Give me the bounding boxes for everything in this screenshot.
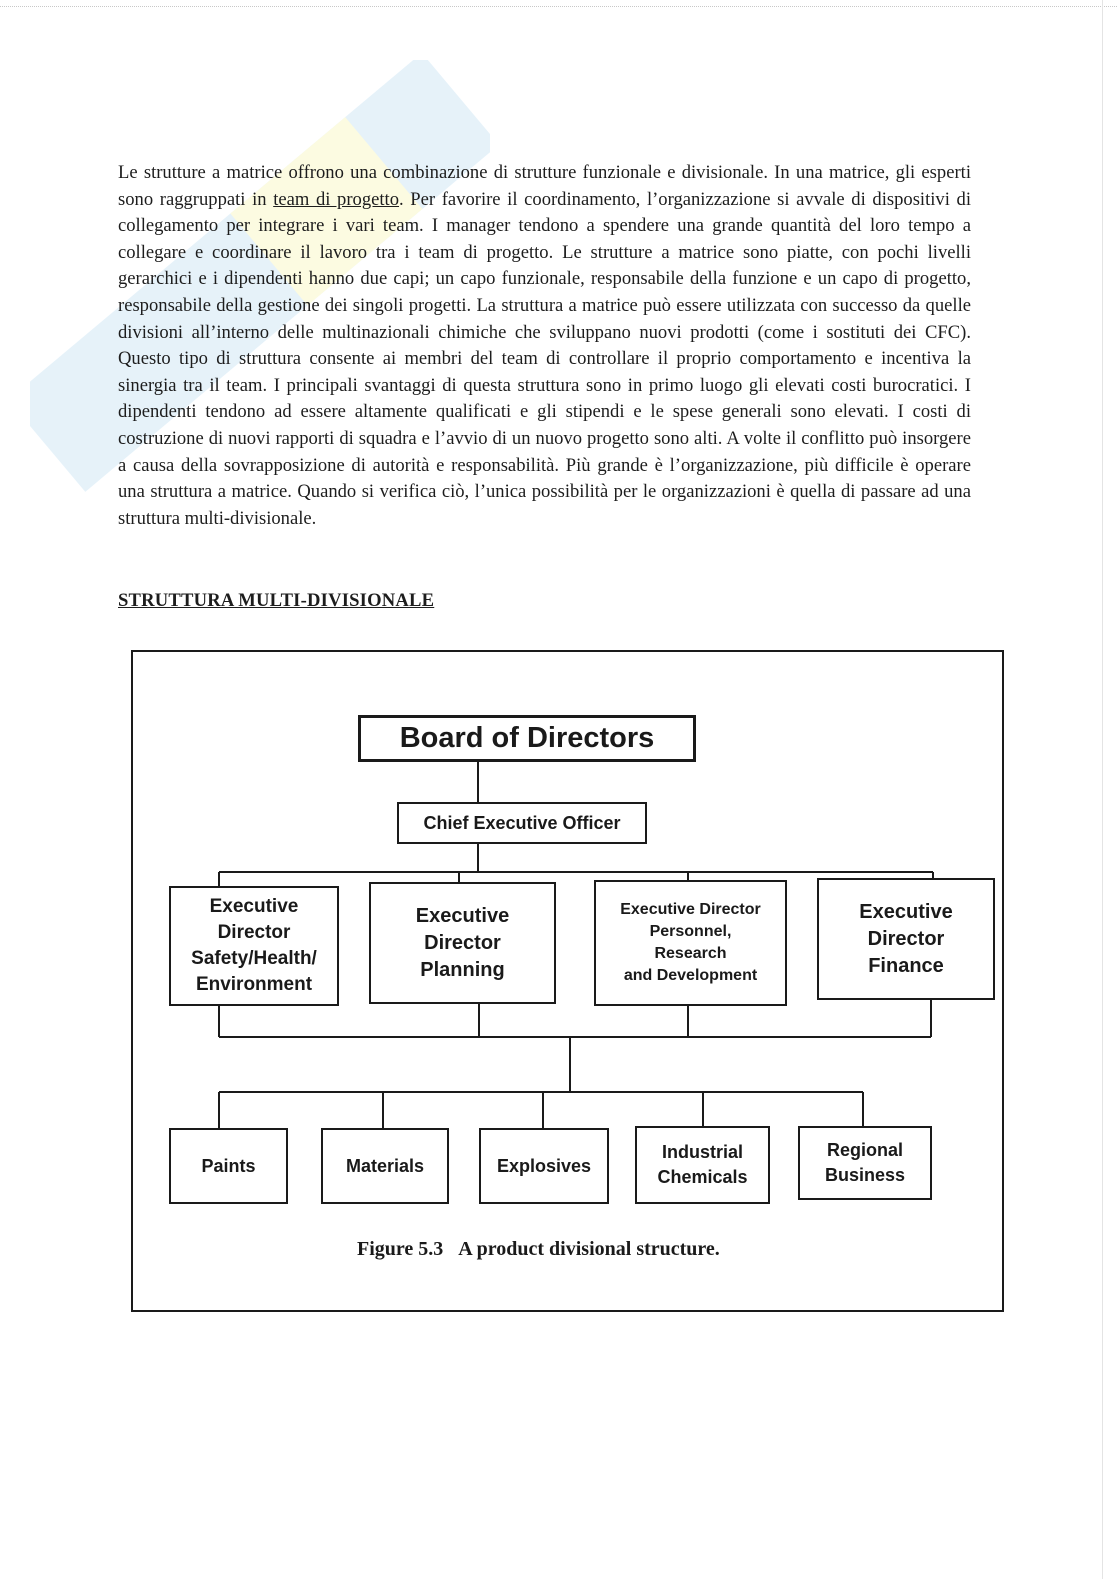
scan-right-edge	[1102, 0, 1103, 1579]
executive-box-finance	[817, 878, 995, 1000]
board-label: Board of Directors	[399, 722, 655, 754]
division-label-explosives: Explosives	[496, 1155, 592, 1176]
paragraph-text-part2: . Per favorire il coordinamento, l’organizzazione si avvale di dispositivi di collegamento per integrare i vari team. I manager tendono a spendere una grande quantità del loro tempo a collegare e coordinare il lavoro tra i team di progetto. Le strutture a matrice sono piatte, con pochi livelli gerarchici e i dipendenti hanno due capi; un capo funzionale, responsabile della funzione e un capo di progetto, responsabile della gestione dei singoli progetti. La struttura a matrice può essere utilizzata con successo da quelle divisioni all’interno delle multinazionali chimiche che sviluppano nuovi prodotti (come i sostituti dei CFC). Questo tipo di struttura consente ai membri del team di controllare il proprio comportamento e incentiva la sinergia tra il team. I principali svantaggi di questa struttura sono in primo luogo gli elevati costi burocratici. I dipendenti tendono ad essere altamente qualificati e gli stipendi e le spese generali sono elevati. I costi di costruzione di nuovi rapporti di squadra e l’avvio di un nuovo progetto sono alti. A volte il conflitto può insorgere a causa della sovrapposizione di autorità e responsabilità. Più grande è l’organizzazione, più difficile è operare una struttura a matrice. Quando si verifica ciò, l’unica possibilità per le organizzazioni è quella di passare ad una struttura multi-divisionale.	[118, 188, 971, 529]
executive-label-finance: Executive Director Finance	[859, 900, 953, 977]
division-box-regional-business	[798, 1126, 932, 1200]
figure-caption	[357, 1238, 720, 1261]
division-box-industrial-chemicals	[635, 1126, 770, 1204]
division-label-materials: Materials	[345, 1155, 425, 1176]
board-of-directors-box	[358, 715, 696, 762]
body-paragraph	[118, 160, 971, 532]
ceo-box	[397, 802, 647, 844]
paragraph-text-part1: Le strutture a matrice offrono una combinazione di strutture funzionale e divisionale. In una matrice, gli esperti sono raggruppati in	[118, 162, 971, 210]
figure-frame	[131, 650, 1004, 1312]
executive-box-planning	[369, 882, 556, 1004]
scan-top-edge	[0, 0, 1117, 7]
executive-box-safety	[169, 886, 339, 1006]
division-label-regional-business: Regional Business	[824, 1140, 906, 1185]
caption-label: Figure 5.3	[357, 1238, 444, 1260]
executive-box-personnel	[594, 880, 787, 1006]
division-box-explosives	[479, 1128, 609, 1204]
executive-label-safety: Executive Director Safety/Health/ Environment	[191, 896, 317, 995]
executive-label-planning: Executive Director Planning	[415, 904, 510, 981]
executive-label-personnel: Executive Director Personnel, Research and Development	[620, 901, 761, 984]
division-box-materials	[321, 1128, 449, 1204]
section-heading: STRUTTURA MULTI-DIVISIONALE	[118, 590, 435, 611]
division-label-paints: Paints	[201, 1155, 256, 1176]
division-label-industrial-chemicals: Industrial Chemicals	[657, 1142, 748, 1187]
caption-text: A product divisional structure.	[458, 1238, 720, 1260]
underlined-term: team di progetto	[273, 188, 400, 210]
ceo-label: Chief Executive Officer	[423, 812, 621, 833]
division-box-paints	[169, 1128, 288, 1204]
